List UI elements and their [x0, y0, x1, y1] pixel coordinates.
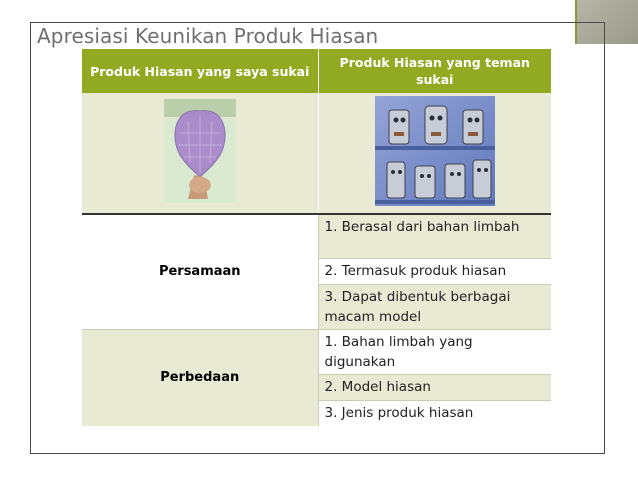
list-item: 3. Dapat dibentuk berbagai macam model	[318, 284, 551, 329]
list-item: 2. Termasuk produk hiasan	[318, 258, 551, 284]
comparison-detail-table	[82, 213, 551, 426]
list-item: 3. Jenis produk hiasan	[318, 400, 551, 426]
leaf-craft-photo	[164, 99, 236, 203]
table-row	[82, 329, 551, 374]
friend-product-image-cell	[318, 93, 551, 213]
my-product-image-cell	[82, 93, 318, 213]
group-label-persamaan: Persamaan	[82, 214, 318, 329]
list-item: 2. Model hiasan	[318, 374, 551, 400]
header-my-product: Produk Hiasan yang saya sukai	[82, 49, 318, 93]
header-friend-product: Produk Hiasan yang teman sukai	[318, 49, 551, 93]
figurines-photo	[375, 96, 495, 206]
list-item: 1. Bahan limbah yang digunakan	[318, 329, 551, 374]
slide-title: Apresiasi Keunikan Produk Hiasan	[37, 24, 379, 48]
group-label-perbedaan: Perbedaan	[82, 329, 318, 426]
table-row	[82, 214, 551, 258]
image-row	[82, 93, 551, 213]
list-item: 1. Berasal dari bahan limbah	[318, 214, 551, 258]
comparison-table	[82, 49, 551, 213]
table-header-row	[82, 49, 551, 93]
